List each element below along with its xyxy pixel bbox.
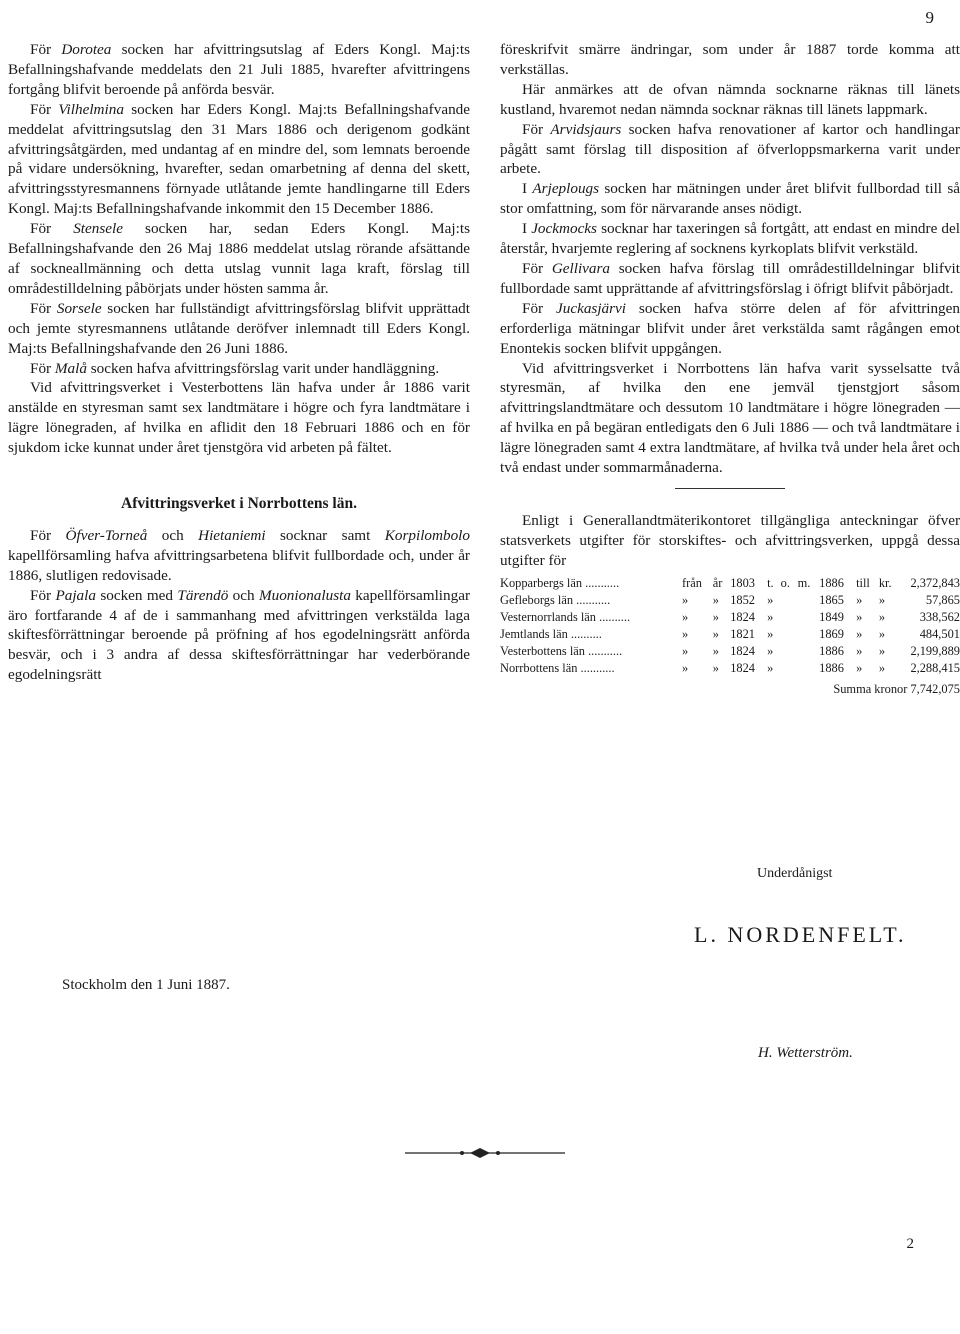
paragraph: Vid afvittringsverket i Norrbottens län hafva varit sysselsatte två styresmän, af hvilka den ene jemväl tjenstgjort såsom afvittringslandtmätare och dessutom 10 landtmätare i högre lönegraden — af hvilka en på begäran entledigats den 6 Juli 1886 — och två landtmätare i lägre lönegraden samt 4 extra landtmätare, af hvilka två under hela året och två endast under sommarmånaderna. xyxy=(500,359,960,477)
paragraph: För Juckasjärvi socken hafva större delen af för afvittringen erforderliga mätningar blifvit under året verkstälda samt rågången emot Enontekis socken blifvit uppgången. xyxy=(500,299,960,357)
expenditure-table xyxy=(500,575,960,677)
table-cell: 1869 xyxy=(819,626,844,641)
signature-second: H. Wetterström. xyxy=(758,1045,853,1061)
table-cell: 1852 xyxy=(730,592,755,607)
table-row xyxy=(500,575,960,592)
paragraph: För Dorotea socken har afvittringsutslag af Eders Kongl. Maj:ts Befallningshafvande meddelats den 21 Juli 1885, hvarefter afvittringens fortgång blifvit beroende på anförda besvär. xyxy=(8,41,470,98)
table-cell: 1886 xyxy=(819,575,844,590)
paragraph: För Sorsele socken har fullständigt afvittringsförslag blifvit upprättadt och jemte styresmannens utlåtande deröfver inlemnadt till Eders Kongl. Maj:ts Befallningshafvande den 26 Juni 1886. xyxy=(8,299,470,357)
place-date: Stockholm den 1 Juni 1887. xyxy=(62,977,230,993)
summa-total: Summa kronor 7,742,075 xyxy=(833,681,960,696)
italic-name: Vilhelmina xyxy=(58,100,124,118)
left-column xyxy=(8,40,470,685)
table-cell: » xyxy=(856,626,863,641)
table-cell: Vesterbottens län ........... xyxy=(500,643,623,658)
table-cell: år xyxy=(712,575,723,590)
table-cell: » xyxy=(712,609,719,624)
table-cell: » xyxy=(767,592,774,607)
table-cell: 1886 xyxy=(819,643,844,658)
paragraph: För Öfver-Torneå och Hietaniemi socknar samt Korpilombolo kapellförsamling hafva afvittringsarbetena blifvit fullbordade och, under år 1886, slutligen redovisade. xyxy=(8,526,470,584)
table-cell xyxy=(794,592,815,609)
paragraph: Enligt i Generallandtmäterikontoret tillgängliga anteckningar öfver statsverkets utgifter för storskiftes- och afvittringsverken, uppgå dessa utgifter för xyxy=(500,511,960,569)
table-cell: 484,501 xyxy=(919,626,960,641)
table-cell: » xyxy=(767,643,774,658)
table-cell: » xyxy=(767,626,774,641)
italic-name: Arjeplougs xyxy=(532,180,600,198)
table-row xyxy=(500,609,960,626)
table-row xyxy=(500,592,960,609)
right-column xyxy=(500,40,960,700)
section-heading: Afvittringsverket i Norrbottens län. xyxy=(121,495,357,513)
italic-name: Arvidsjaurs xyxy=(550,120,622,138)
italic-name: Muonionalusta xyxy=(258,586,351,604)
table-cell xyxy=(794,660,815,677)
table-cell: » xyxy=(682,626,689,641)
table-cell xyxy=(794,626,815,643)
table-cell xyxy=(794,643,815,660)
table-cell: 1865 xyxy=(819,592,844,607)
table-cell: kr. xyxy=(878,575,892,590)
table-cell: » xyxy=(856,592,863,607)
table-cell xyxy=(777,643,794,660)
right-paragraphs-after-rule xyxy=(500,511,960,571)
table-cell xyxy=(794,609,815,626)
table-cell: o. xyxy=(780,575,790,590)
table-cell: 2,288,415 xyxy=(910,660,960,675)
table-cell: » xyxy=(712,660,719,675)
table-cell: 338,562 xyxy=(919,609,960,624)
table-cell: 1886 xyxy=(819,660,844,675)
table-cell: 1803 xyxy=(730,575,755,590)
italic-name: Jockmocks xyxy=(531,220,597,238)
table-cell: Vesternorrlands län .......... xyxy=(500,609,631,624)
table-cell xyxy=(777,592,794,609)
left-paragraphs xyxy=(8,40,470,458)
table-cell: » xyxy=(767,660,774,675)
paragraph: För Pajala socken med Tärendö och Muonionalusta kapellförsamlingar äro fortfarande 4 af de i sammanhang med afvittringen verkstälda laga skiftesförrättningar beroende på pröfning af hos egodelningsrätt anförda besvär, och i 3 andra af dessa skiftesförrättningar har vederbörande egodelningsrätt xyxy=(8,586,471,684)
table-cell: 1849 xyxy=(819,609,844,624)
table-cell: t. xyxy=(767,575,774,590)
paragraph: Vid afvittringsverket i Vesterbottens län hafva under år 1886 varit anstälde en styresman samt sex landtmätare i högre och fyra landtmätare i lägre lönegraden, af hvilka en aflidit den 18 Februari 1886 och en för sjukdom icke kunnat under året tjenstgöra vid arbeten på fältet. xyxy=(8,379,470,457)
italic-name: Sorsele xyxy=(56,299,102,317)
table-cell: » xyxy=(878,609,886,624)
right-paragraphs xyxy=(500,40,960,478)
table-cell: 2,199,889 xyxy=(910,643,960,658)
table-cell: 1824 xyxy=(730,609,755,624)
table-cell: » xyxy=(712,592,719,607)
table-cell: » xyxy=(878,660,886,675)
italic-name: Dorotea xyxy=(61,41,112,58)
table-cell: 1824 xyxy=(730,643,755,658)
table-cell: 2,372,843 xyxy=(910,575,960,590)
table-cell xyxy=(777,609,794,626)
section-divider xyxy=(675,488,785,489)
page-number-bottom: 2 xyxy=(906,1236,914,1252)
paragraph: föreskrifvit smärre ändringar, som under år 1887 torde komma att verkställas. xyxy=(500,41,960,78)
table-cell: Norrbottens län ........... xyxy=(500,660,615,675)
ornament-divider xyxy=(0,1140,960,1166)
table-cell: » xyxy=(878,592,886,607)
table-row xyxy=(500,643,960,660)
signature-main: L. NORDENFELT. xyxy=(694,922,907,947)
italic-name: Gellivara xyxy=(551,259,611,277)
italic-name: Malå xyxy=(54,359,87,377)
paragraph: För Arvidsjaurs socken hafva renovationer af kartor och handlingar pågått samt förslag till disposition af öfverloppsmarkerna varit under arbete. xyxy=(500,120,960,178)
table-cell: till xyxy=(856,575,870,590)
italic-name: Hietaniemi xyxy=(198,526,266,544)
table-cell: Kopparbergs län ........... xyxy=(500,575,620,590)
table-cell: » xyxy=(712,626,719,641)
italic-name: Öfver-Torneå xyxy=(65,526,148,544)
table-cell: » xyxy=(856,660,863,675)
left-paragraphs-after xyxy=(8,526,470,685)
table-cell xyxy=(777,660,794,677)
paragraph: För Gellivara socken hafva förslag till områdestilldelningar blifvit fullbordade samt upprättande af afvittringsförslag i öfrigt blifvit påbörjadt. xyxy=(500,259,960,297)
paragraph: För Malå socken hafva afvittringsförslag varit under handläggning. xyxy=(30,359,440,377)
italic-name: Tärendö xyxy=(177,586,229,604)
table-row xyxy=(500,660,960,677)
table-cell: » xyxy=(682,643,689,658)
closing-phrase: Underdånigst xyxy=(757,866,833,881)
page-number-top: 9 xyxy=(925,8,934,27)
paragraph: För Stensele socken har, sedan Eders Kongl. Maj:ts Befallningshafvande den 26 Maj 1886 meddelat utslag rörande afsättande af sockneallmänning och detta utslag vunnit laga kraft, förslag till områdestilldelning påbörjats under hösten samma år. xyxy=(8,220,470,297)
paragraph: I Jockmocks socknar har taxeringen så fortgått, att endast en mindre del återstår, hvarjemte reglering af socknens kyrkoplats blifvit verkstäld. xyxy=(500,220,960,258)
table-cell: m. xyxy=(797,575,811,590)
table-cell: » xyxy=(712,643,719,658)
table-row xyxy=(500,626,960,643)
paragraph: Här anmärkes att de ofvan nämnda socknarne räknas till länets kustland, hvaremot nedan nämnda socknar räknas till länets lappmark. xyxy=(500,80,960,118)
table-cell: Jemtlands län .......... xyxy=(500,626,602,641)
italic-name: Korpilombolo xyxy=(384,526,470,544)
table-cell: » xyxy=(682,592,689,607)
table-cell: 1824 xyxy=(730,660,755,675)
italic-name: Juckasjärvi xyxy=(556,299,627,317)
table-cell: » xyxy=(878,643,886,658)
table-cell: Gefleborgs län ........... xyxy=(500,592,611,607)
italic-name: Pajala xyxy=(55,586,96,604)
table-cell: 1821 xyxy=(730,626,755,641)
table-cell: » xyxy=(856,643,863,658)
paragraph: För Vilhelmina socken har Eders Kongl. Maj:ts Befallningshafvande meddelat afvittringsutslag den 31 Mars 1886 och derigenom godkänt afvittringsåtgärden, med undantag af en mindre del, som lemnats beroende på vidare undersökning, hvarefter, sedan omarbetning af denna del skett, afvittringsstyresmannens förnyade utlåtande jemte handlingarne till Eders Kongl. Maj:ts Befallningshafvande inkommit den 15 December 1886. xyxy=(8,100,470,218)
table-cell: 57,865 xyxy=(925,592,960,607)
table-cell: » xyxy=(767,609,774,624)
table-cell: » xyxy=(878,626,886,641)
table-cell xyxy=(777,626,794,643)
table-cell: » xyxy=(682,609,689,624)
table-cell: » xyxy=(682,660,689,675)
table-cell: » xyxy=(856,609,863,624)
italic-name: Stensele xyxy=(73,220,123,238)
paragraph: I Arjeplougs socken har mätningen under året blifvit fullbordad till så stor omfattning, som för närvarande anses nödigt. xyxy=(500,180,960,218)
table-cell: från xyxy=(682,575,702,590)
